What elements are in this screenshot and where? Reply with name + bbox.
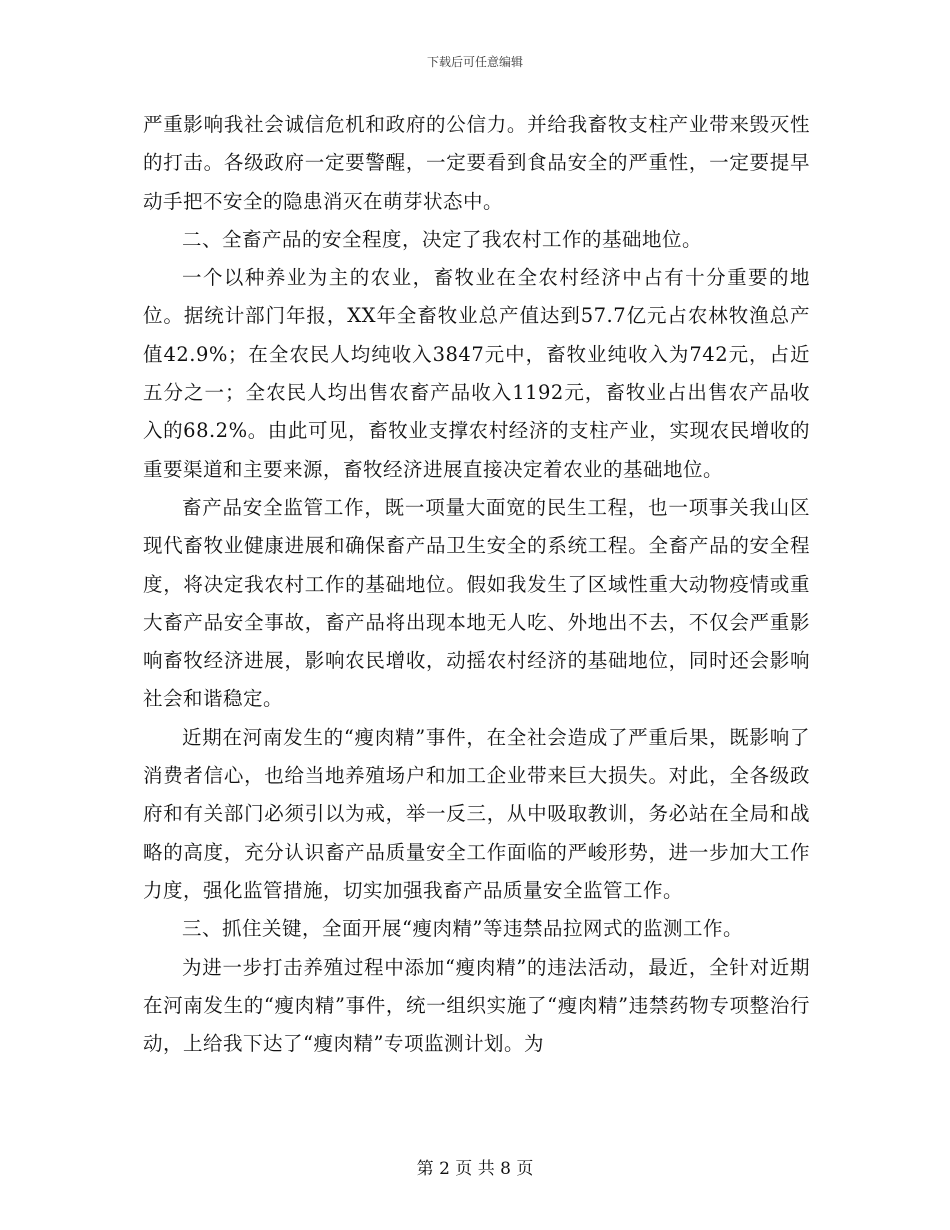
page-header: 下载后可任意编辑 [426,55,523,69]
document-body [143,106,810,1063]
paragraph-3: 一个以种养业为主的农业，畜牧业在全农村经济中占有十分重要的地位。据统计部门年报，XX年全畜牧业总产值达到57.7亿元占农林牧渔总产值42.9%；在全农民人均纯收入3847元中，畜牧业纯收入为742元，占近五分之一；全农民人均出售农畜产品收入1192元，畜牧业占出售农产品收入的68.2%。由此可见，畜牧业支撑农村经济的支柱产业，实现农民增收的重要渠道和主要来源，畜牧经济进展直接决定着农业的基础地位。 [143,266,810,481]
paragraph-7: 为进一步打击养殖过程中添加“瘦肉精”的违法活动，最近，全针对近期在河南发生的“瘦肉精”事件，统一组织实施了“瘦肉精”违禁药物专项整治行动，上给我下达了“瘦肉精”专项监测计划。为 [143,955,810,1056]
section-heading-3: 三、抓住关键，全面开展“瘦肉精”等违禁品拉网式的监测工作。 [182,917,743,941]
paragraph-4: 畜产品安全监管工作，既一项量大面宽的民生工程，也一项事关我山区现代畜牧业健康进展和确保畜产品卫生安全的系统工程。全畜产品的安全程度，将决定我农村工作的基础地位。假如我发生了区域性重大动物疫情或重大畜产品安全事故，畜产品将出现本地无人吃、外地出不去，不仅会严重影响畜牧经济进展，影响农民增收，动摇农村经济的基础地位，同时还会影响社会和谐稳定。 [143,495,810,711]
page-number-footer: 第 2 页 共 8 页 [416,1159,534,1179]
paragraph-1: 严重影响我社会诚信危机和政府的公信力。并给我畜牧支柱产业带来毁灭性的打击。各级政府一定要警醒，一定要看到食品安全的严重性，一定要提早动手把不安全的隐患消灭在萌芽状态中。 [143,113,810,213]
section-heading-2: 二、全畜产品的安全程度，决定了我农村工作的基础地位。 [182,227,703,251]
paragraph-5: 近期在河南发生的“瘦肉精”事件，在全社会造成了严重后果，既影响了消费者信心，也给当地养殖场户和加工企业带来巨大损失。对此，全各级政府和有关部门必须引以为戒，举一反三，从中吸取教训，务必站在全局和战略的高度，充分认识畜产品质量安全工作面临的严峻形势，进一步加大工作力度，强化监管措施，切实加强我畜产品质量安全监管工作。 [143,725,810,902]
